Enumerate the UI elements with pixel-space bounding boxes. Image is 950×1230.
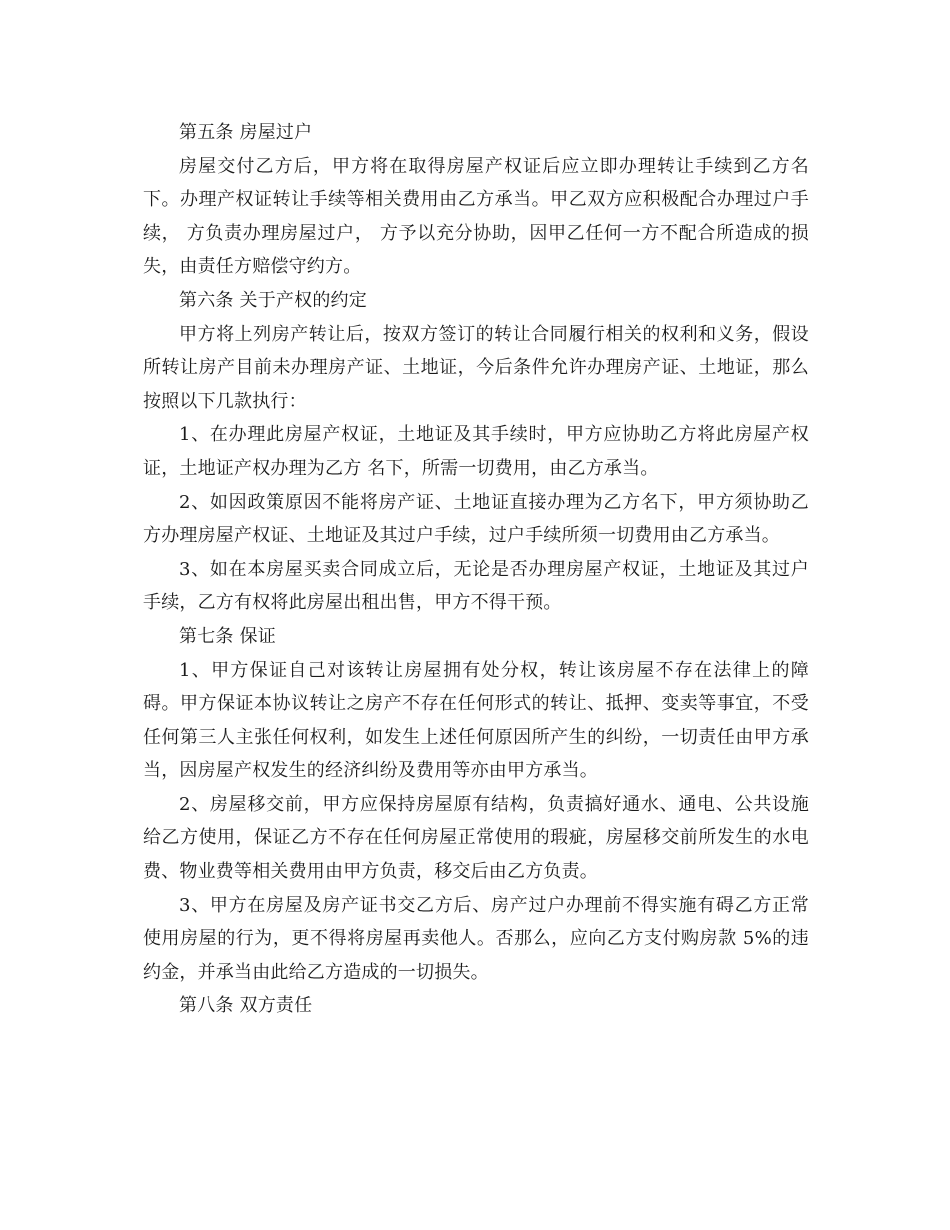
section-heading-article-5: 第五条 房屋过户 [179,122,313,143]
section-heading-article-6: 第六条 关于产权的约定 [179,289,367,311]
list-item: 2、如因政策原因不能将房产证、土地证直接办理为乙方名下，甲方须协助乙方办理房屋产权证、土地证及其过户手续，过户手续所须一切费用由乙方承当。 [143,491,809,547]
list-item: 3、甲方在房屋及房产证书交乙方后、房产过户办理前不得实施有碍乙方正常使用房屋的行为，更不得将房屋再卖他人。否那么，应向乙方支付购房款 5%的违约金，并承当由此给乙方造成的一切损失。 [143,894,809,983]
paragraph: 甲方将上列房产转让后，按双方签订的转让合同履行相关的权利和义务，假设所转让房产目前未办理房产证、土地证，今后条件允许办理房产证、土地证，那么按照以下几款执行： [143,323,809,412]
document-body [143,116,809,1023]
section-heading-article-8: 第八条 双方责任 [179,995,313,1017]
list-item: 3、如在本房屋买卖合同成立后，无论是否办理房屋产权证，土地证及其过户手续，乙方有权将此房屋出租出售，甲方不得干预。 [143,558,809,614]
section-heading-article-7: 第七条 保证 [179,625,276,647]
list-item: 2、房屋移交前，甲方应保持房屋原有结构，负责搞好通水、通电、公共设施给乙方使用，保证乙方不存在任何房屋正常使用的瑕疵，房屋移交前所发生的水电费、物业费等相关费用由甲方负责，移交后由乙方负责。 [143,793,809,883]
list-item: 1、甲方保证自己对该转让房屋拥有处分权，转让该房屋不存在法律上的障碍。甲方保证本协议转让之房产不存在任何形式的转让、抵押、变卖等事宜，不受任何第三人主张任何权利，如发生上述任何原因所产生的纠纷，一切责任由甲方承当，因房屋产权发生的经济纠纷及费用等亦由甲方承当。 [143,659,809,782]
list-item: 1、在办理此房屋产权证，土地证及其手续时，甲方应协助乙方将此房屋产权证，土地证产权办理为乙方 名下，所需一切费用，由乙方承当。 [143,424,809,479]
paragraph: 房屋交付乙方后，甲方将在取得房屋产权证后应立即办理转让手续到乙方名下。办理产权证转让手续等相关费用由乙方承当。甲乙双方应积极配合办理过户手续， 方负责办理房屋过户， 方予以充分协助，因甲乙任何一方不配合所造成的损失，由责任方赔偿守约方。 [143,155,809,278]
